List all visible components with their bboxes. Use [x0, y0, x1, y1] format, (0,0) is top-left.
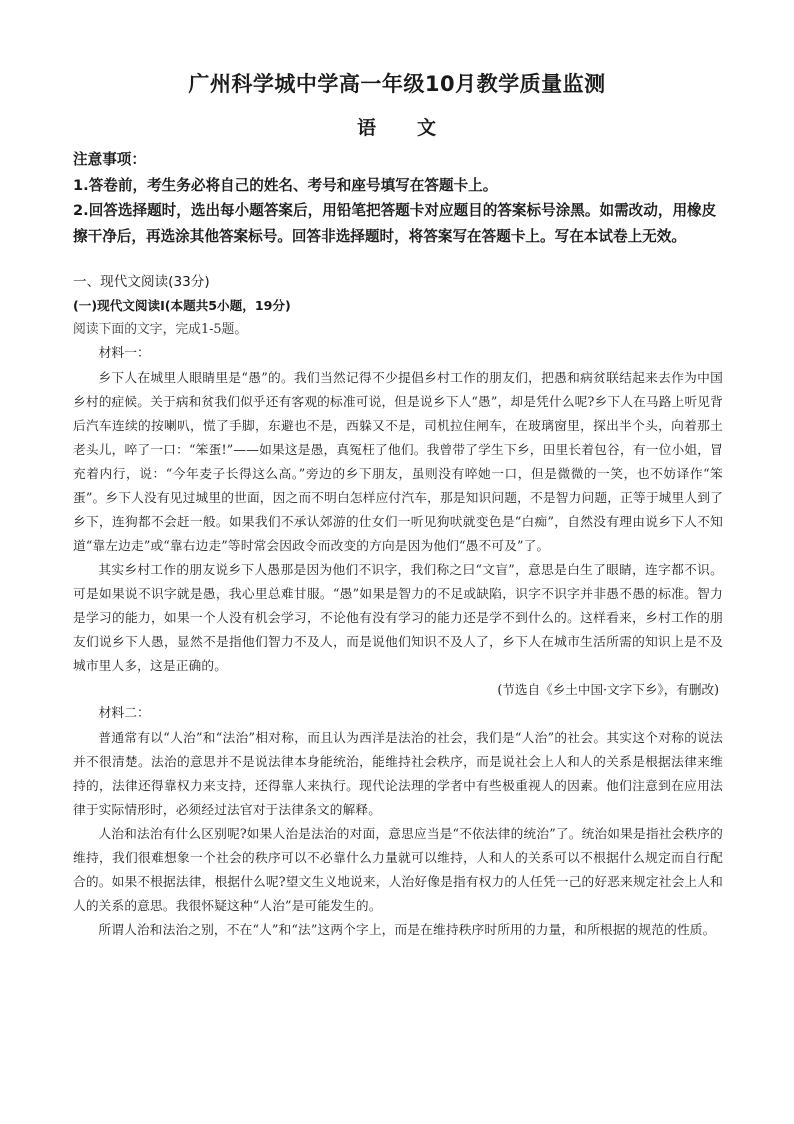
material1-paragraph: 乡下人在城里人眼睛里是“愚”的。我们当然记得不少提倡乡村工作的朋友们，把愚和病贫联结起来去作为中国乡村的症候。关于病和贫我们似乎还有客观的标准可说，但是说乡下人“愚”，却是凭什么呢?乡下人在马路上听见背后汽车连续的按喇叭，慌了手脚，东避也不是，西躲又不是，司机拉住闸车，在玻璃窗里，探出半个头，向着那土老头儿，啐了一口：“笨蛋!”——如果这是愚，真冤枉了他们。我曾带了学生下乡，田里长着包谷，有一位小姐，冒充着内行，说：“今年麦子长得这么高。”旁边的乡下朋友，虽则没有啐她一口，但是微微的一笑，也不妨译作“笨蛋”。乡下人没有见过城里的世面，因之而不明白怎样应付汽车，那是知识问题，不是智力问题，正等于城里人到了乡下，连狗都不会赶一般。如果我们不承认郊游的仕女们一听见狗吠就变色是“白痴”，自然没有理由说乡下人不知道“靠左边走”或“靠右边走”等时常会因政令而改变的方向是因为他们“愚不可及”了。	[73, 370, 723, 553]
exam-title: 广州科学城中学高一年级10月教学质量监测	[188, 72, 606, 96]
notes-heading: 注意事项：	[73, 151, 146, 168]
instruction-text: 阅读下面的文字，完成1-5题。	[73, 322, 248, 337]
notes-block	[73, 147, 723, 249]
reading-section	[73, 270, 723, 942]
material1-label: 材料一：	[98, 346, 150, 361]
material1-paragraph: 其实乡村工作的朋友说乡下人愚那是因为他们不识字，我们称之曰“文盲”，意思是白生了眼睛，连字都不识。可是如果说不识字就是愚，我心里总难甘服。“愚”如果是智力的不足或缺陷，识字不识字并非愚不愚的标准。智力是学习的能力，如果一个人没有机会学习，不论他有没有学习的能力还是学不到什么的。这样看来，乡村工作的朋友们说乡下人愚，显然不是指他们智力不及人，而是说他们知识不及人了，乡下人在城市生活所需的知识上是不及城市里人多，这是正确的。	[73, 562, 723, 673]
notes-item: 2.回答选择题时，选出每小题答案后，用铅笔把答题卡对应题目的答案标号涂黑。如需改动，用橡皮擦干净后，再选涂其他答案标号。回答非选择题时，将答案写在答题卡上。写在本试卷上无效。	[73, 202, 717, 245]
material2-label: 材料二：	[98, 706, 150, 721]
section-heading: 一、现代文阅读(33分)	[73, 274, 210, 290]
subsection-heading: (一)现代文阅读Ⅰ(本题共5小题，19分)	[73, 298, 291, 313]
material2-paragraph: 人治和法治有什么区别呢?如果人治是法治的对面，意思应当是“不依法律的统治”了。统治如果是指社会秩序的维持，我们很难想象一个社会的秩序可以不必靠什么力量就可以维持，人和人的关系可以不根据什么规定而自行配合的。如果不根据法律，根据什么呢?望文生义地说来，人治好像是指有权力的人任凭一己的好恶来规定社会上人和人的关系的意思。我很怀疑这种“人治”是可能发生的。	[73, 826, 723, 913]
material2-paragraph: 所谓人治和法治之别，不在“人”和“法”这两个字上，而是在维持秩序时所用的力量，和所根据的规范的性质。	[98, 922, 716, 937]
material1-source: (节选自《乡土中国·文字下乡》，有删改)	[497, 682, 719, 697]
subject-title: 语 文	[356, 117, 437, 139]
material2-paragraph: 普通常有以“人治”和“法治”相对称，而且认为西洋是法治的社会，我们是“人治”的社会。其实这个对称的说法并不很清楚。法治的意思并不是说法律本身能统治，能维持社会秩序，而是说社会上人和人的关系是根据法律来维持的，法律还得靠权力来支持，还得靠人来执行。现代论法理的学者中有些极重视人的因素。他们注意到在应用法律于实际情形时，必须经过法官对于法律条文的解释。	[73, 730, 723, 817]
notes-item: 1.答卷前，考生务必将自己的姓名、考号和座号填写在答题卡上。	[73, 176, 498, 194]
